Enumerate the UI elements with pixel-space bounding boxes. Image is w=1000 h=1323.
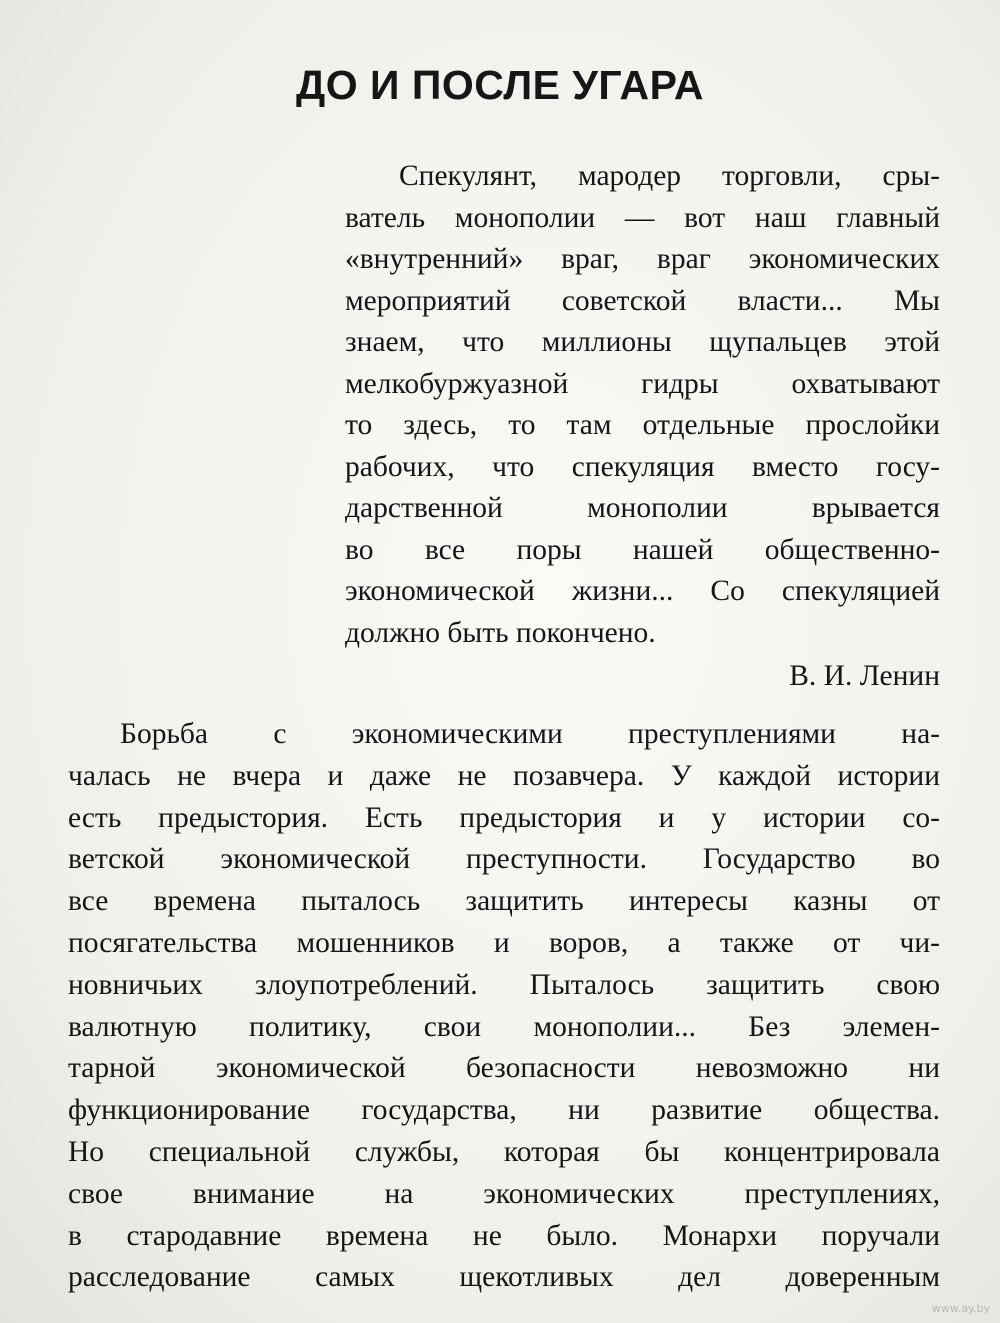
body-line: новничьих злоупотреблений. Пыталось защитить свою <box>68 968 940 1001</box>
epigraph-line: во все поры нашей общественно- <box>345 533 940 566</box>
body-line: Но специальной службы, которая бы концентрировала <box>68 1135 940 1168</box>
body-line: валютную политику, свои монополии... Без элемен- <box>68 1010 940 1043</box>
epigraph-line: мероприятий советской власти... Мы <box>345 284 940 317</box>
epigraph-line: экономической жизни... Со спекуляцией <box>345 575 940 607</box>
epigraph-author: В. И. Ленин <box>789 660 940 692</box>
epigraph-line: «внутренний» враг, враг экономических <box>345 243 940 275</box>
body-line: свое внимание на экономических преступлениях, <box>68 1177 940 1210</box>
body-line: Борьба с экономическими преступлениями на- <box>120 718 940 750</box>
epigraph-line: знаем, что миллионы щупальцев этой <box>345 326 940 358</box>
body-paragraph <box>68 714 940 1299</box>
body-line: функционирование государства, ни развитие общества. <box>68 1094 940 1127</box>
body-line: чалась не вчера и даже не позавчера. У каждой истории <box>68 759 940 792</box>
epigraph-line: ватель монополии — вот наш главный <box>345 201 940 234</box>
body-line: ветской экономической преступности. Государство во <box>68 843 940 876</box>
body-line: расследование самых щекотливых дел доверенным <box>68 1261 940 1294</box>
epigraph <box>345 156 940 698</box>
chapter-title: ДО И ПОСЛЕ УГАРА <box>296 62 704 108</box>
body-line: в стародавние времена не было. Монархи поручали <box>68 1219 940 1252</box>
epigraph-line: Спекулянт, мародер торговли, сры- <box>399 160 940 192</box>
epigraph-line: должно быть покончено. <box>345 616 656 649</box>
body-line: посягательства мошенников и воров, а также от чи- <box>68 926 940 959</box>
watermark: www.ay.by <box>931 1302 990 1315</box>
body-line: тарной экономической безопасности невозможно ни <box>68 1052 940 1085</box>
epigraph-line: мелкобуржуазной гидры охватывают <box>345 367 940 400</box>
body-line: все времена пыталось защитить интересы казны от <box>68 885 940 918</box>
epigraph-line: то здесь, то там отдельные прослойки <box>345 409 940 441</box>
body-line: есть предыстория. Есть предыстория и у истории со- <box>68 801 940 834</box>
epigraph-line: дарственной монополии врывается <box>345 492 940 524</box>
epigraph-line: рабочих, что спекуляция вместо госу- <box>345 450 940 483</box>
